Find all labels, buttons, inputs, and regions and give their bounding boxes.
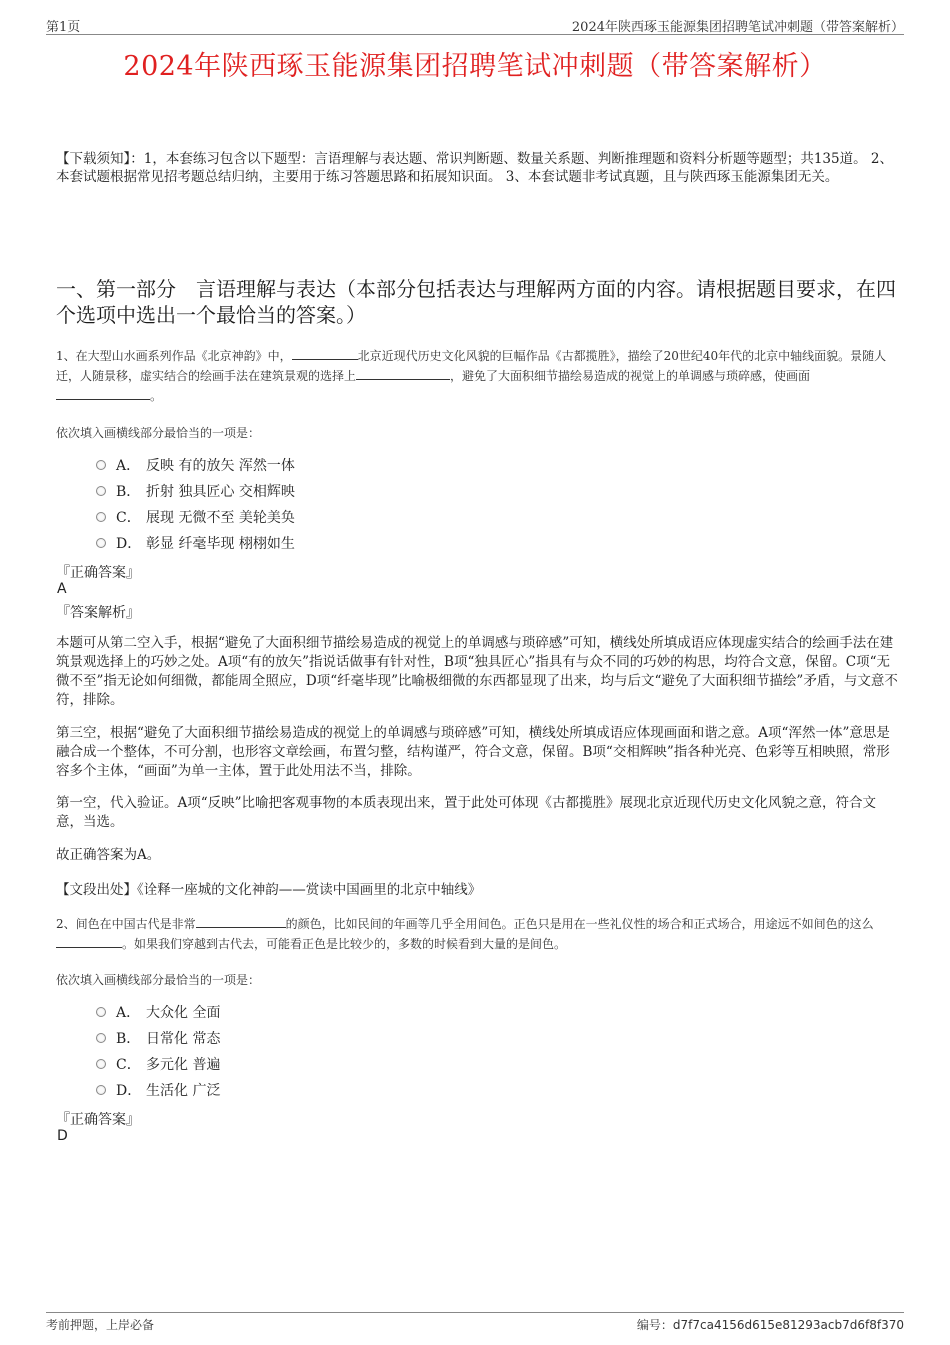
question-1-stem [56,346,900,406]
radio-icon[interactable] [96,460,106,470]
question-2-answer: D [57,1128,68,1144]
question-2-option-a[interactable]: A． 大众化 全面 [96,999,220,1025]
question-2-option-d[interactable]: D． 生活化 广泛 [96,1077,220,1103]
footer-id-value: d7f7ca4156d615e81293acb7d6f8f370 [672,1318,904,1332]
question-2-options [96,999,220,1103]
question-1-text-part3: ，避免了大面积细节描绘易造成的视觉上的单调感与琐碎感，使画面 [450,369,811,383]
question-1-analysis-paragraph-2: 第三空，根据“避免了大面积细节描绘易造成的视觉上的单调感与琐碎感”可知，横线处所填成语应体现画面和谐之意。A项“浑然一体”意思是融合成一个整体，不可分割，也形容文章绘画，布置匀整，结构谨严，符合文意，保留。B项“交相辉映”指各种光亮、色彩等互相映照，常形容多个主体，“画面”为单一主体，置于此处用法不当，排除。 [56,725,890,779]
radio-icon[interactable] [96,1085,106,1095]
page-number: 第1页 [46,20,81,35]
radio-icon[interactable] [96,486,106,496]
question-2-text-part2: 的颜色，比如民间的年画等几乎全用间色。正色只是用在一些礼仪性的场合和正式场合，用途远不如间色的这么 [285,917,874,931]
question-1-option-a[interactable]: A． 反映 有的放矢 浑然一体 [96,452,295,478]
radio-icon[interactable] [96,538,106,548]
question-2-option-b[interactable]: B． 日常化 常态 [96,1025,220,1051]
question-1-options [96,452,295,556]
question-1-source: 【文段出处】《诠释一座城的文化神韵——赏读中国画里的北京中轴线》 [56,882,482,898]
download-notice: 【下载须知】：1，本套练习包含以下题型：言语理解与表达题、常识判断题、数量关系题、判断推理题和资料分析题等题型；共135道。 2、本套试题根据常见招考题总结归纳，主要用于练习答题思路和拓展知识面。 3、本套试题非考试真题，且与陕西琢玉能源集团无关。 [56,151,893,185]
question-2-stem [56,914,900,954]
question-2-text-part1: 2、间色在中国古代是非常 [56,917,196,931]
question-2-answer-label: 『正确答案』 [56,1112,140,1128]
header-doc-title: 2024年陕西琢玉能源集团招聘笔试冲刺题（带答案解析） [571,20,904,35]
header-divider [46,34,904,35]
footer-slogan: 考前押题，上岸必备 [46,1318,155,1332]
radio-icon[interactable] [96,1033,106,1043]
question-1-text-part1: 1、在大型山水画系列作品《北京神韵》中， [56,349,292,363]
question-1-text-part2: 北京近现代历史文化风貌的巨幅作品《古都揽胜》，描绘了20世纪40年代的北京中轴线面貌。景随人迁，人随景移，虚实结合的绘画手法在建筑景观的选择上 [56,349,887,383]
footer-divider [46,1312,904,1313]
question-2-blank-2 [56,934,122,948]
question-2-blank-1 [196,914,286,928]
footer-id-label: 编号： [636,1318,673,1332]
question-1-blank-2 [356,366,450,380]
footer-doc-id [637,1316,904,1333]
section-heading: 一、第一部分 言语理解与表达（本部分包括表达与理解两方面的内容。请根据题目要求，在四个选项中选出一个最恰当的答案。） [56,277,896,327]
question-1-answer: A [57,581,67,597]
question-2-prompt: 依次填入画横线部分最恰当的一项是： [56,973,261,987]
radio-icon[interactable] [96,1059,106,1069]
question-1-prompt: 依次填入画横线部分最恰当的一项是： [56,426,261,440]
question-1-answer-label: 『正确答案』 [56,565,140,581]
question-1-option-d[interactable]: D． 彰显 纤毫毕现 栩栩如生 [96,530,295,556]
question-1-analysis-paragraph-3: 第一空，代入验证。A项“反映”比喻把客观事物的本质表现出来，置于此处可体现《古都揽胜》展现北京近现代历史文化风貌之意，符合文意，当选。 [56,795,877,830]
question-1-blank-1 [292,346,358,360]
page-title: 2024年陕西琢玉能源集团招聘笔试冲刺题（带答案解析） [123,51,827,82]
question-1-text-part4: 。 [150,389,163,403]
question-1-analysis-label: 『答案解析』 [56,605,140,621]
question-1-analysis-paragraph-4: 故正确答案为A。 [56,847,161,863]
question-1-option-b[interactable]: B． 折射 独具匠心 交相辉映 [96,478,295,504]
question-2-text-part3: 。如果我们穿越到古代去，可能看正色是比较少的，多数的时候看到大量的是间色。 [122,937,567,951]
question-1-analysis-paragraph-1: 本题可从第二空入手，根据“避免了大面积细节描绘易造成的视觉上的单调感与琐碎感”可知，横线处所填成语应体现虚实结合的绘画手法在建筑景观选择上的巧妙之处。A项“有的放矢”指说话做事有针对性，B项“独具匠心”指具有与众不同的巧妙的构思，均符合文意，保留。C项“无微不至”指无论如何细微，都能周全照应，D项“纤毫毕现”比喻极细微的东西都显现了出来，均与后文“避免了大面积细节描绘”矛盾，与文意不符，排除。 [56,635,898,708]
question-2-option-c[interactable]: C． 多元化 普遍 [96,1051,220,1077]
question-1-blank-3 [56,386,150,400]
radio-icon[interactable] [96,512,106,522]
question-1-option-c[interactable]: C． 展现 无微不至 美轮美奂 [96,504,295,530]
radio-icon[interactable] [96,1007,106,1017]
